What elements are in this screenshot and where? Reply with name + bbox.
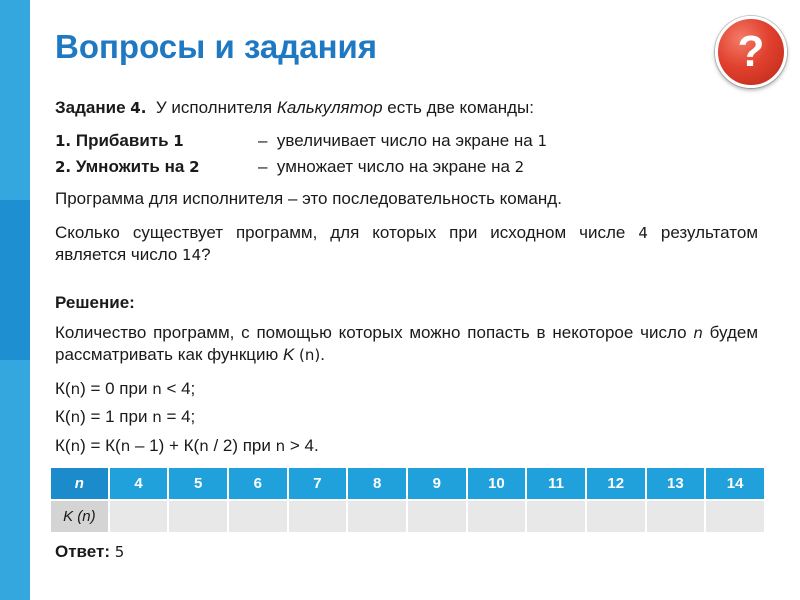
command-1-desc: – увеличивает число на экране на 1: [258, 131, 548, 150]
table-cell: [526, 500, 586, 533]
solution-text: Количество программ, с помощью которых можно попасть в некоторое число n будем рассматривать как функцию K (n).: [55, 323, 759, 364]
table-header-cell: 11: [526, 467, 586, 500]
table-header-cell: 5: [168, 467, 228, 500]
table-cell: [109, 500, 169, 533]
rule-2: К(n) = 1 при n = 4;: [55, 407, 196, 426]
program-definition: Программа для исполнителя – это последовательность команд.: [55, 189, 562, 208]
task-intro: [55, 97, 534, 119]
task-number: 4.: [130, 99, 147, 117]
task-intro-a: У исполнителя: [155, 98, 273, 117]
table-cell: [347, 500, 407, 533]
table-header-cell: 9: [407, 467, 467, 500]
table-header-n: n: [50, 467, 109, 500]
table-cell: [228, 500, 288, 533]
task-intro-b: есть две команды:: [387, 98, 534, 117]
table-cell: [168, 500, 228, 533]
table-cell: [705, 500, 765, 533]
table-header-cell: 4: [109, 467, 169, 500]
table-header-cell: 7: [288, 467, 348, 500]
table-header-cell: 14: [705, 467, 765, 500]
table-cell: [586, 500, 646, 533]
solution-label: Решение:: [55, 293, 135, 312]
answer: [55, 541, 124, 563]
question-mark-glyph: ?: [737, 27, 765, 76]
task-question: Сколько существует программ, для которых при исходном числе 4 результатом является число 14?: [55, 223, 759, 264]
table-header-cell: 12: [586, 467, 646, 500]
table-header-cell: 13: [646, 467, 706, 500]
answer-value: 5: [114, 543, 125, 561]
task-executor: Калькулятор: [276, 98, 383, 117]
command-2-desc: – умножает число на экране на 2: [258, 157, 525, 176]
task-label: Задание: [55, 98, 126, 117]
table-cell: [646, 500, 706, 533]
table-row-label: K (n): [50, 500, 109, 533]
command-1-name: 1. Прибавить 1: [55, 131, 184, 150]
sidebar-stripe: [0, 0, 30, 600]
question-mark-icon[interactable]: [715, 16, 787, 88]
table-cell: [467, 500, 527, 533]
table-cell: [407, 500, 467, 533]
slide-title: Вопросы и задания: [55, 28, 378, 65]
rule-1: К(n) = 0 при n < 4;: [55, 379, 196, 398]
table-header-row: [50, 467, 765, 500]
table-header-cell: 10: [467, 467, 527, 500]
table-header-cell: 6: [228, 467, 288, 500]
table-row: [50, 500, 765, 533]
rule-3: К(n) = К(n – 1) + К(n / 2) при n > 4.: [55, 436, 319, 455]
sidebar-stripe-band: [0, 200, 30, 360]
table-cell: [288, 500, 348, 533]
answer-label: Ответ:: [55, 542, 110, 561]
function-table: [49, 466, 766, 534]
table-header-cell: 8: [347, 467, 407, 500]
command-2-name: 2. Умножить на 2: [55, 157, 200, 176]
